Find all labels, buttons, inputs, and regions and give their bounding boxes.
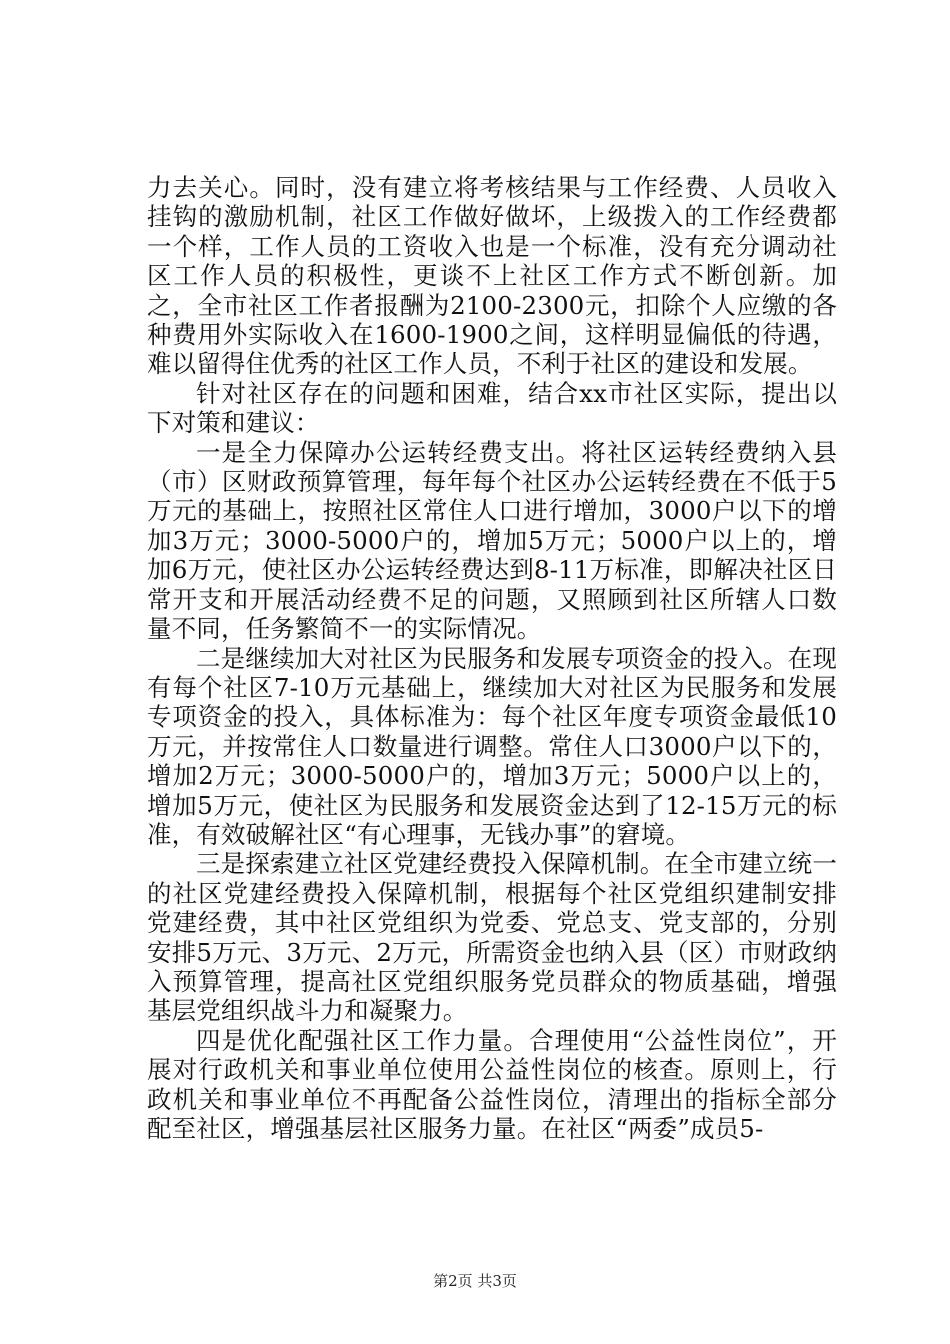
page-footer: 第2页 共3页: [433, 1272, 517, 1290]
paragraph-3: 一是全力保障办公运转经费支出。将社区运转经费纳入县（市）区财政预算管理，每年每个社区办公运转经费在不低于5万元的基础上，按照社区常住人口进行增加，3000户以下的增加3万元；3000-5000户的，增加5万元；5000户以上的，增加6万元，使社区办公运转经费达到8-11万标准，即解决社区日常开支和开展活动经费不足的问题，又照顾到社区所辖人口数量不同，任务繁简不一的实际情况。: [147, 437, 837, 644]
paragraph-1: 力去关心。同时，没有建立将考核结果与工作经费、人员收入挂钩的激励机制，社区工作做好做坏，上级拨入的工作经费都一个样，工作人员的工资收入也是一个标准，没有充分调动社区工作人员的积极性，更谈不上社区工作方式不断创新。加之，全市社区工作者报酬为2100-2300元，扣除个人应缴的各种费用外实际收入在1600-1900之间，这样明显偏低的待遇，难以留得住优秀的社区工作人员，不利于社区的建设和发展。: [147, 173, 837, 379]
paragraph-2: 针对社区存在的问题和困难，结合xx市社区实际，提出以下对策和建议：: [147, 378, 837, 438]
paragraph-5: 三是探索建立社区党建经费投入保障机制。在全市建立统一的社区党建经费投入保障机制，根据每个社区党组织建制安排党建经费，其中社区党组织为党委、党总支、党支部的，分别安排5万元、3万元、2万元，所需资金也纳入县（区）市财政纳入预算管理，提高社区党组织服务党员群众的物质基础，增强基层党组织战斗力和凝聚力。: [147, 849, 837, 1026]
paragraph-6: 四是优化配强社区工作力量。合理使用“公益性岗位”，开展对行政机关和事业单位使用公益性岗位的核查。原则上，行政机关和事业单位不再配备公益性岗位，清理出的指标全部分配至社区，增强基层社区服务力量。在社区“两委”成员5-: [147, 1025, 837, 1143]
paragraph-4: 二是继续加大对社区为民服务和发展专项资金的投入。在现有每个社区7-10万元基础上，继续加大对社区为民服务和发展专项资金的投入，具体标准为：每个社区年度专项资金最低10万元，并按常住人口数量进行调整。常住人口3000户以下的，增加2万元；3000-5000户的，增加3万元；5000户以上的，增加5万元，使社区为民服务和发展资金达到了12-15万元的标准，有效破解社区“有心理事，无钱办事”的窘境。: [147, 643, 837, 849]
document-body: [147, 173, 837, 1143]
